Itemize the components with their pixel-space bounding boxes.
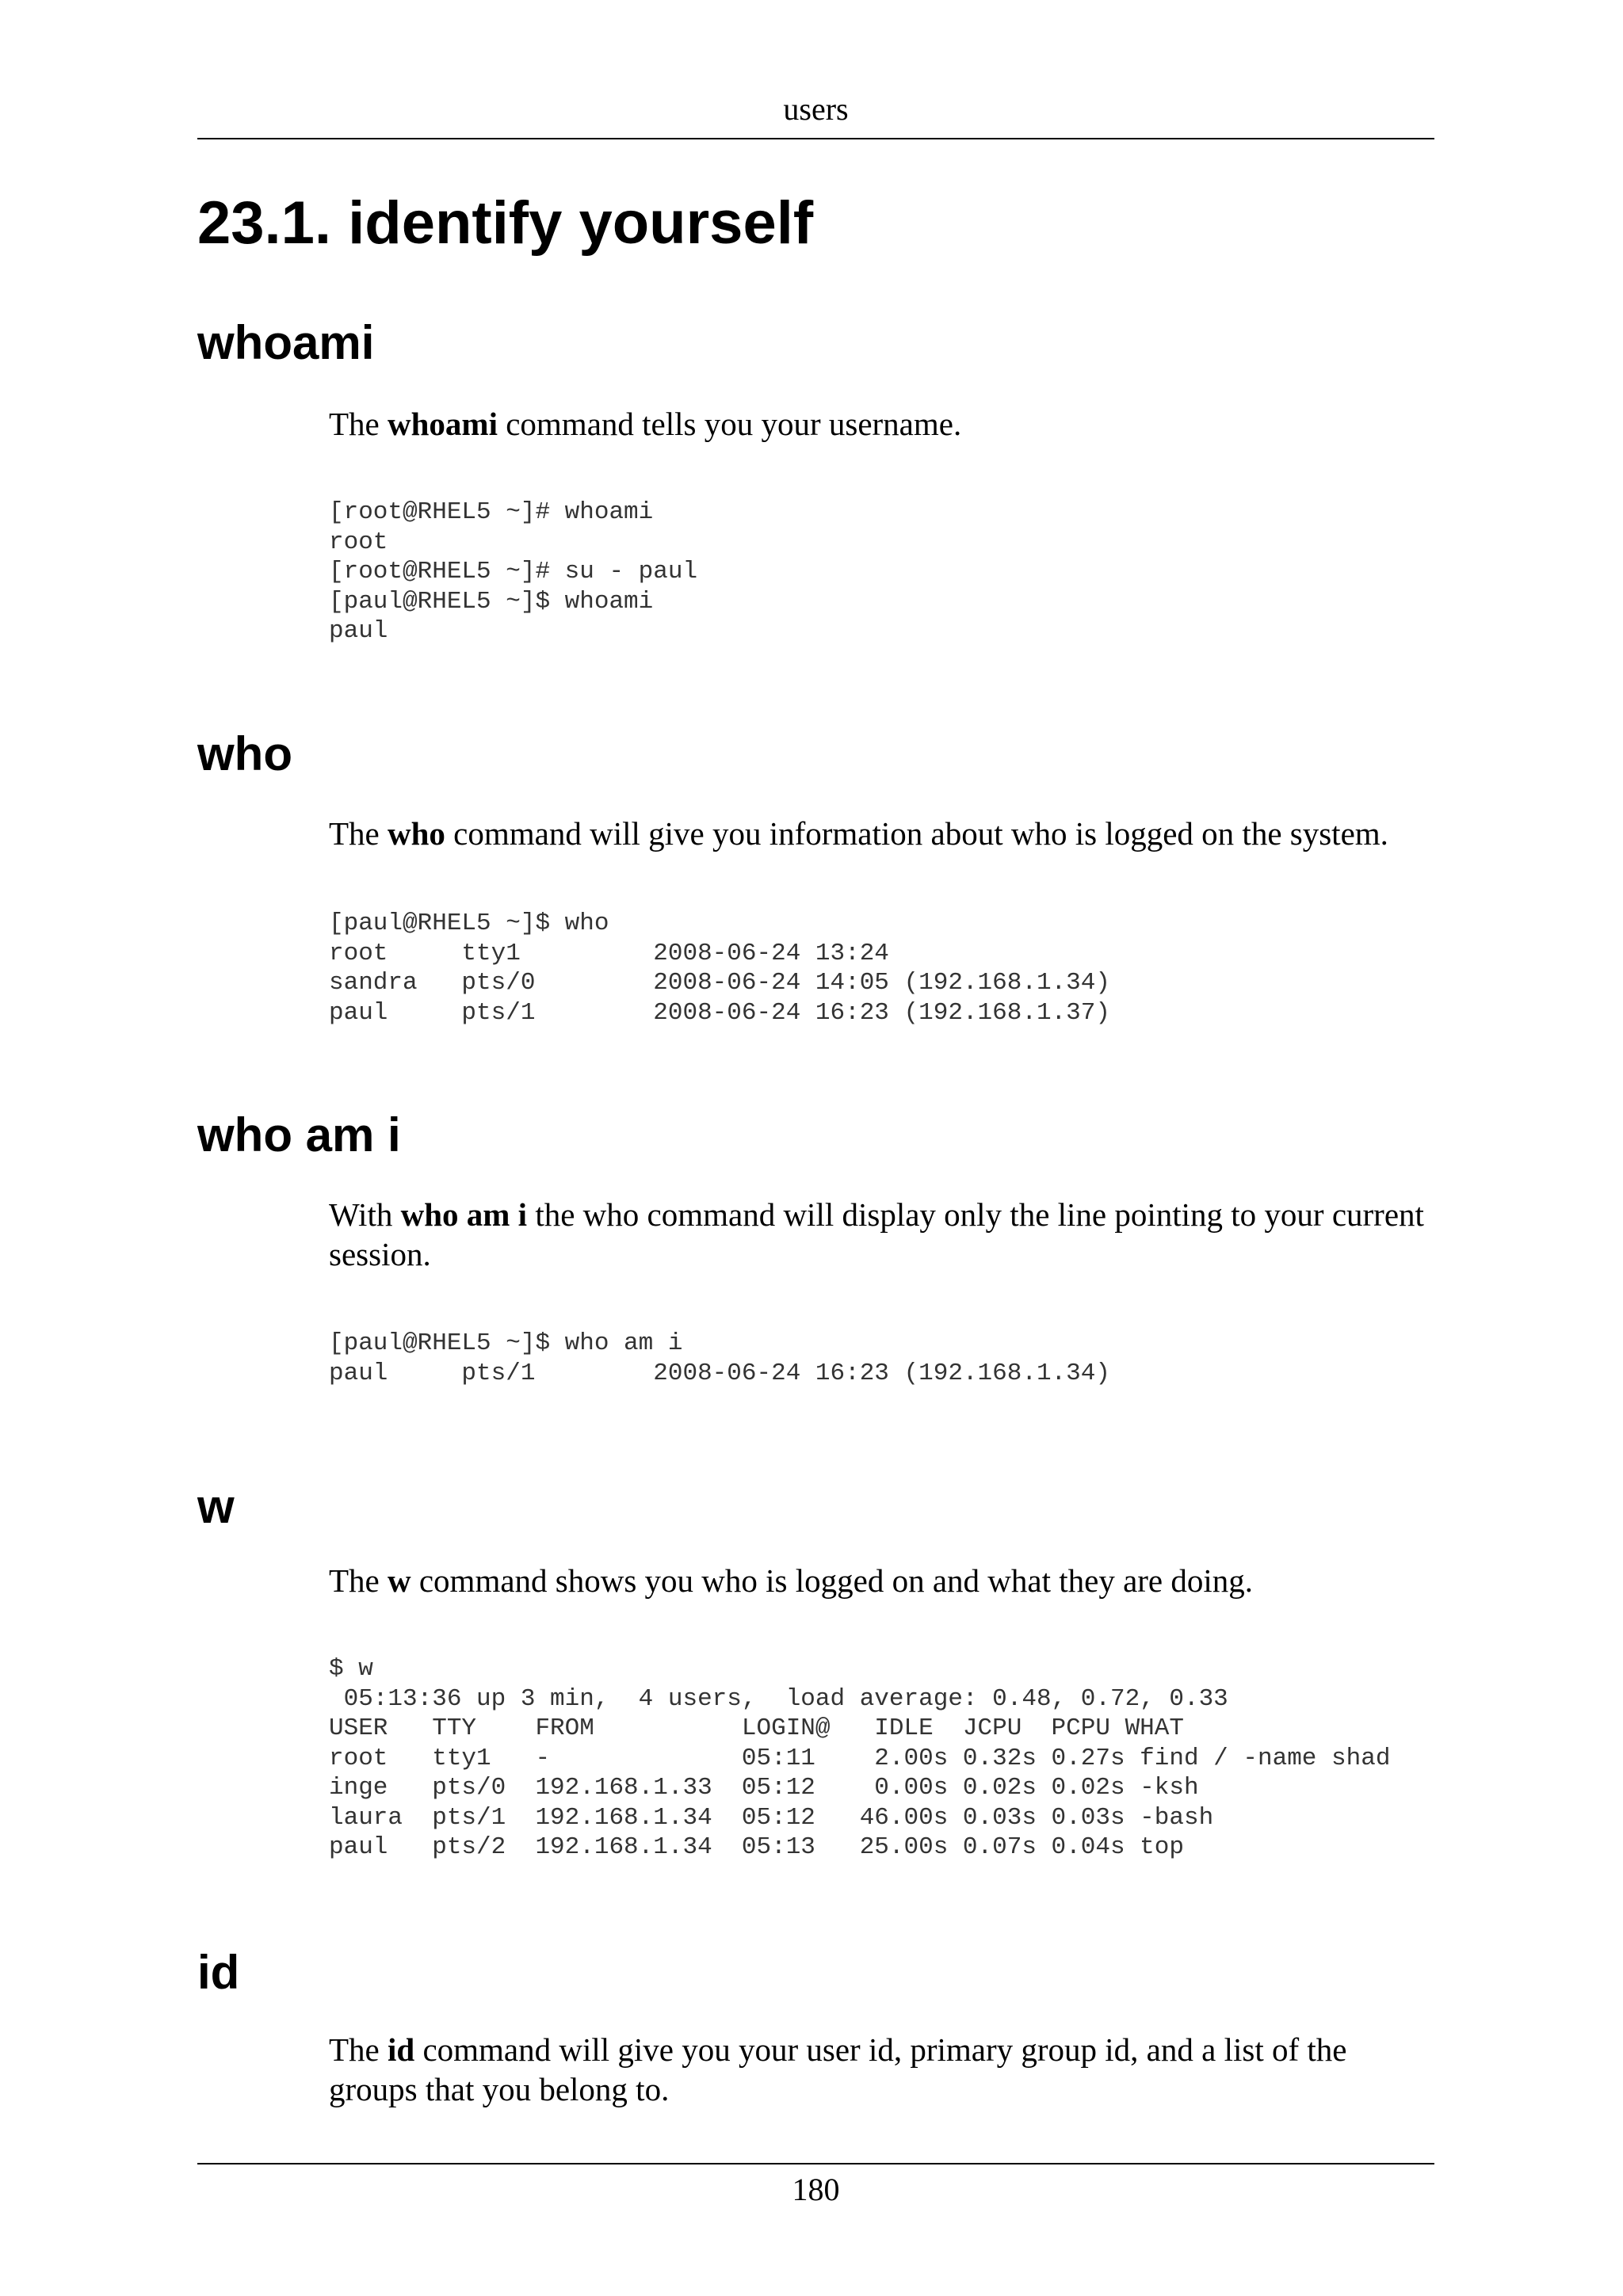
running-header: users xyxy=(783,91,849,127)
who-desc-pre: The xyxy=(329,815,388,852)
section-title-id: id xyxy=(197,1946,240,1999)
section-title-w: w xyxy=(197,1480,235,1533)
whoami-desc-command: whoami xyxy=(388,406,498,442)
whoami-description xyxy=(329,404,1434,444)
who-description xyxy=(329,814,1434,853)
w-code-block: $ w 05:13:36 up 3 min, 4 users, load average: 0.48, 0.72, 0.33 USER TTY FROM LOGIN@ IDLE JCPU PCPU WHAT root tty1 - 05:11 2.00s 0.32s 0.27s find / -name shad inge pts/0 192.168.1.33 05:12 0.00s 0.02s 0.02s -ksh laura pts/1 192.168.1.34 05:12 46.00s 0.03s 0.03s -bash paul pts/2 192.168.1.34 05:13 25.00s 0.07s 0.04s top xyxy=(329,1655,1391,1861)
page-number: 180 xyxy=(792,2172,840,2207)
id-desc-pre: The xyxy=(329,2031,388,2068)
who-code-block: [paul@RHEL5 ~]$ who root tty1 2008-06-24 13:24 sandra pts/0 2008-06-24 14:05 (192.168.1.34) paul pts/1 2008-06-24 16:23 (192.168.1.37) xyxy=(329,910,1110,1027)
who-am-i-desc-post: the who command will display only the line pointing to your current session. xyxy=(329,1196,1424,1272)
whoami-code-block: [root@RHEL5 ~]# whoami root [root@RHEL5 ~]# su - paul [paul@RHEL5 ~]$ whoami paul xyxy=(329,498,698,645)
id-desc-command: id xyxy=(388,2031,415,2068)
header-rule xyxy=(197,138,1434,139)
w-desc-post: command shows you who is logged on and what they are doing. xyxy=(411,1562,1254,1599)
whoami-desc-post: command tells you your username. xyxy=(497,406,962,442)
id-desc-post: command will give you your user id, primary group id, and a list of the groups that you belong to. xyxy=(329,2031,1347,2107)
who-desc-command: who xyxy=(388,815,445,852)
who-am-i-desc-pre: With xyxy=(329,1196,401,1233)
footer-rule xyxy=(197,2163,1434,2164)
who-am-i-desc-command: who am i xyxy=(400,1196,528,1233)
section-title-who: who xyxy=(197,727,292,780)
whoami-desc-pre: The xyxy=(329,406,388,442)
section-title-who-am-i: who am i xyxy=(197,1108,401,1161)
w-description xyxy=(329,1561,1434,1600)
w-desc-pre: The xyxy=(329,1562,388,1599)
w-desc-command: w xyxy=(388,1562,411,1599)
chapter-title: 23.1. identify yourself xyxy=(197,189,814,257)
who-desc-post: command will give you information about who is logged on the system. xyxy=(445,815,1388,852)
id-description xyxy=(329,2030,1434,2109)
who-am-i-code-block: [paul@RHEL5 ~]$ who am i paul pts/1 2008-06-24 16:23 (192.168.1.34) xyxy=(329,1329,1110,1387)
section-title-whoami: whoami xyxy=(197,316,375,369)
who-am-i-description xyxy=(329,1195,1434,1274)
